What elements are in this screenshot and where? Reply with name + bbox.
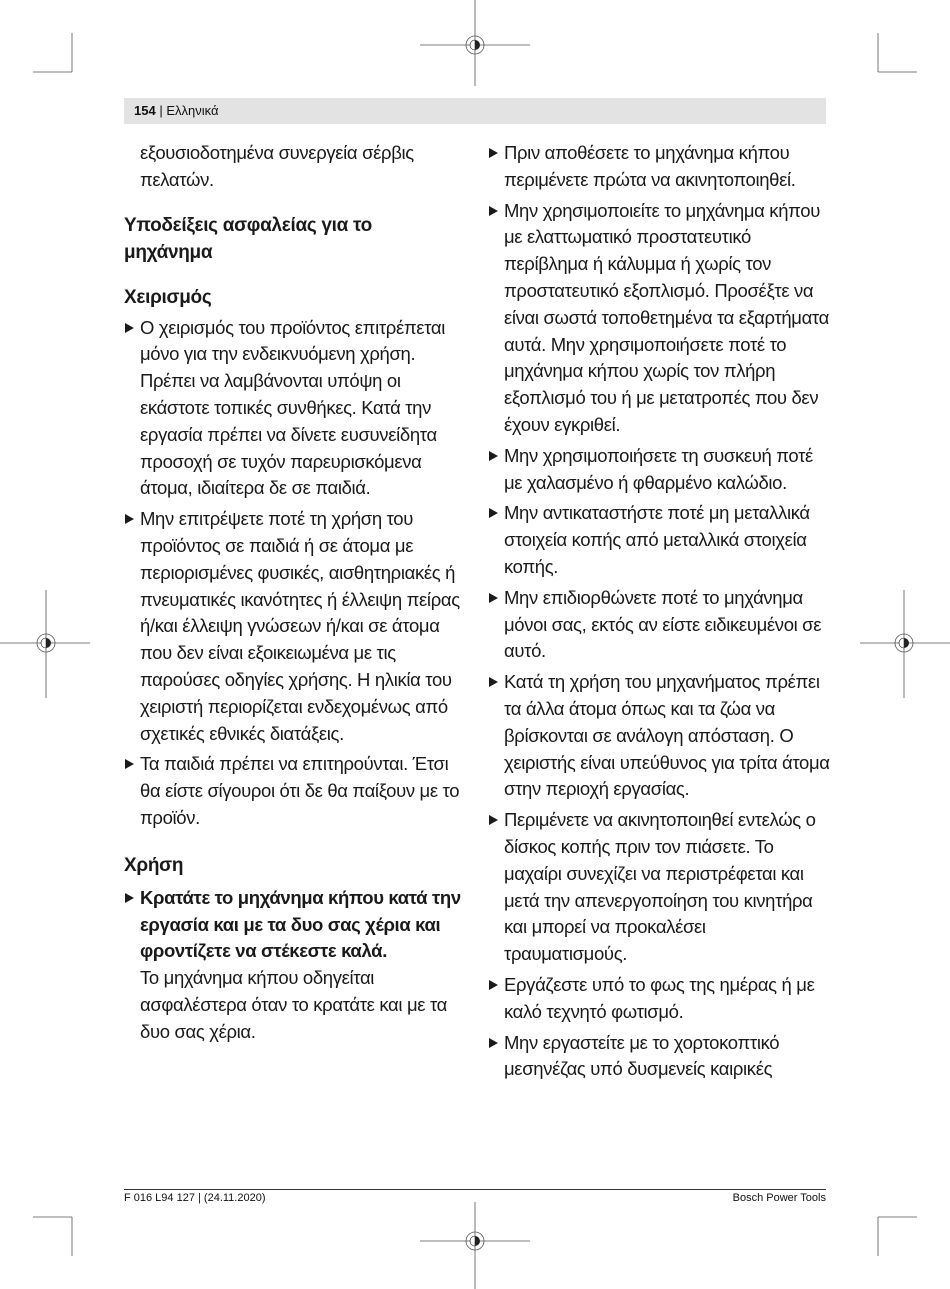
bullet-triangle-icon: [489, 148, 498, 158]
bullet-text: Τα παιδιά πρέπει να επιτηρούνται. Έτσι θα είστε σίγουροι ότι δε θα παίξουν με το προϊόν.: [140, 753, 460, 828]
list-item: [124, 885, 469, 1046]
bullet-triangle-icon: [125, 323, 134, 333]
bullet-triangle-icon: [489, 815, 498, 825]
bullet-text: Κατά τη χρήση του μηχανήματος πρέπει τα άλλα άτομα όπως και τα ζώα να βρίσκονται σε ανάλογη απόσταση. Ο χειριστής είναι υπεύθυνος για τρίτα άτομα στην περιοχή εργασίας.: [504, 671, 830, 800]
subheading-use: Χρήση: [124, 854, 184, 876]
bullet-text: Μην επιδιορθώνετε ποτέ το μηχάνημα μόνοι σας, εκτός αν είστε ειδικευμένοι σε αυτό.: [504, 586, 822, 662]
bullet-triangle-icon: [489, 206, 498, 216]
bullet-text: Περιμένετε να ακινητοποιηθεί εντελώς ο δίσκος κοπής πριν τον πιάσετε. Το μαχαίρι συνεχίζει να περιστρέφεται και μετά την απενεργοποίηση του κινητήρα και μπορεί να προκαλέσει τραυματισμούς.: [504, 809, 816, 965]
footer-divider: [124, 1189, 826, 1190]
page-header: [134, 103, 219, 118]
list-item: [488, 585, 833, 665]
bullet-text: Εργάζεστε υπό το φως της ημέρας ή με καλό τεχνητό φωτισμό.: [504, 973, 815, 1022]
bullet-text: Μην εργαστείτε με το χορτοκοπτικό μεσηνέζας υπό δυσμενείς καιρικές: [504, 1031, 780, 1080]
footer-doc-id: F 016 L94 127 | (24.11.2020): [124, 1192, 266, 1204]
bullet-text: Πριν αποθέσετε το μηχάνημα κήπου περιμένετε πρώτα να ακινητοποιηθεί.: [504, 142, 796, 190]
bullet-triangle-icon: [489, 593, 498, 603]
footer-brand: Bosch Power Tools: [732, 1192, 826, 1204]
intro-paragraph: εξουσιοδοτημένα συνεργεία σέρβις πελατών.: [140, 142, 414, 190]
list-item: [488, 198, 833, 439]
bullet-text: Ο χειρισμός του προϊόντος επιτρέπεται μόνο για την ενδεικνυόμενη χρήση. Πρέπει να λαμβάνονται υπόψη οι εκάστοτε τοπικές συνθήκες. Κατά την εργασία πρέπει να δίνετε ευσυνείδητα προσοχή σε τυχόν παρευρισκόμενα άτομα, ιδιαίτερα δε σε παιδιά.: [140, 316, 445, 499]
bullet-text: Μην αντικαταστήστε ποτέ μη μεταλλικά στοιχεία κοπής από μεταλλικά στοιχεία κοπής.: [504, 502, 810, 577]
bullet-triangle-icon: [125, 759, 134, 769]
section-heading: Υποδείξεις ασφαλείας για το μηχάνημα: [124, 214, 372, 263]
list-item: [488, 669, 833, 803]
bullet-triangle-icon: [125, 514, 134, 524]
subheading-handling: Χειρισμός: [124, 286, 212, 308]
page-number: 154: [134, 103, 156, 118]
list-item: [488, 500, 833, 580]
left-column: [124, 140, 469, 1050]
bullet-triangle-icon: [489, 508, 498, 518]
bullet-text: Μην χρησιμοποιήσετε τη συσκευή ποτέ με χαλασμένο ή φθαρμένο καλώδιο.: [504, 444, 813, 493]
list-item: [488, 972, 833, 1026]
bullet-triangle-icon: [125, 893, 134, 903]
bullet-text: Το μηχάνημα κήπου οδηγείται ασφαλέστερα όταν το κρατάτε και με τα δυο σας χέρια.: [140, 967, 447, 1042]
bullet-triangle-icon: [489, 1038, 498, 1048]
header-language: Ελληνικά: [166, 103, 219, 118]
list-item: [124, 506, 469, 747]
list-item: [488, 443, 833, 497]
bullet-bold-text: Κρατάτε το μηχάνημα κήπου κατά την εργασία και με τα δυο σας χέρια και φροντίζετε να στέκεστε καλά.: [140, 886, 461, 962]
right-column: [488, 140, 833, 1087]
list-item: [124, 751, 469, 831]
header-bar: [124, 98, 826, 124]
list-item: [488, 140, 833, 194]
bullet-triangle-icon: [489, 677, 498, 687]
bullet-triangle-icon: [489, 980, 498, 990]
list-item: [488, 807, 833, 968]
bullet-text: Μην χρησιμοποιείτε το μηχάνημα κήπου με ελαττωματικό προστατευτικό περίβλημα ή κάλυμμα ή χωρίς τον προστατευτικό εξοπλισμό. Προσέξτε να είναι σωστά τοποθετημένα τα εξαρτήματα αυτά. Μην χρησιμοποιήσετε ποτέ το μηχάνημα κήπου χωρίς τον πλήρη εξοπλισμό του ή με μετατροπές που δεν έχουν εγκριθεί.: [504, 199, 829, 435]
list-item: [488, 1030, 833, 1084]
bullet-text: Μην επιτρέψετε ποτέ τη χρήση του προϊόντος σε παιδιά ή σε άτομα με περιορισμένες φυσικές, αισθητηριακές ή πνευματικές ικανότητες ή έλλειψη πείρας ή/και έλλειψη γνώσεων ή/και σε άτομα που δεν είναι εξοικειωμένα με τις παρούσες οδηγίες χρήσης. Η ηλικία του χειριστή περιορίζεται ενδεχομένως από σχετικές εθνικές διατάξεις.: [140, 508, 460, 744]
list-item: [124, 315, 469, 503]
header-separator: |: [159, 103, 163, 118]
bullet-triangle-icon: [489, 451, 498, 461]
